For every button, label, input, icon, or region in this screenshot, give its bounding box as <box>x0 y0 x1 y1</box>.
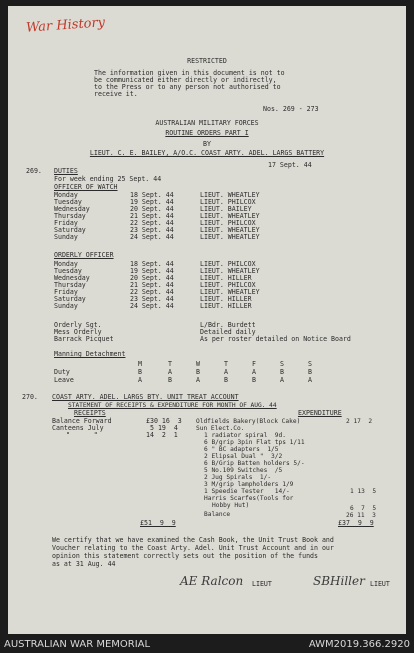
receipt-desc: Balance Forward <box>52 417 112 425</box>
footer-institution: AUSTRALIAN WAR MEMORIAL <box>4 639 151 650</box>
expense-desc: Sun Elect.Co. <box>196 425 245 432</box>
orderly-date: 24 Sept. 44 <box>130 302 174 310</box>
orderly-sgt-label: Orderly Sgt. <box>54 321 102 329</box>
manning-day: T <box>224 360 228 368</box>
watch-date: 21 Sept. 44 <box>130 212 174 220</box>
expense-desc: 6 B/grip 3pin Flat tps 1/11 <box>204 439 305 446</box>
footer-accession: AWM2019.366.2920 <box>308 639 410 650</box>
war-history-stamp: War History <box>25 15 106 36</box>
forces-heading: AUSTRALIAN MILITARY FORCES <box>155 119 259 127</box>
certify-line-2: Voucher relating to the Coast Arty. Adel. Unit Trust Account and in our <box>52 544 334 552</box>
watch-name: LIEUT. PHILCOX <box>200 219 256 227</box>
leave-value: B <box>168 376 172 384</box>
notice-line-2: be communicated either directly or indirectly, <box>94 76 277 84</box>
leave-value: A <box>308 376 312 384</box>
notice-line-3: to the Press or to any person not authorised to <box>94 83 281 91</box>
leave-value: A <box>280 376 284 384</box>
receipts-heading: RECEIPTS <box>74 409 106 417</box>
leave-label: Leave <box>54 376 74 384</box>
certify-line-3: opinion this statement correctly sets out the position of the funds <box>52 552 318 560</box>
watch-day: Saturday <box>54 226 86 234</box>
watch-name: LIEUT. WHEATLEY <box>200 212 260 220</box>
watch-name: LIEUT. BAILEY <box>200 205 252 213</box>
duty-value: A <box>224 368 228 376</box>
mess-orderly-value: Detailed daily <box>200 328 256 336</box>
orderly-name: LIEUT. WHEATLEY <box>200 288 260 296</box>
leave-value: A <box>196 376 200 384</box>
duties-heading: DUTIES <box>54 167 78 175</box>
expense-desc: 6 " BC adapters 1/5 <box>204 446 279 453</box>
archive-footer <box>0 638 414 653</box>
orderly-day: Sunday <box>54 302 78 310</box>
receipt-amount: 5 19 4 <box>150 424 178 432</box>
orderly-day: Tuesday <box>54 267 82 275</box>
expense-desc: 2 Elipsal Dual " 3/2 <box>204 453 283 460</box>
receipt-desc: " " <box>66 431 98 439</box>
by-line: BY <box>203 140 211 148</box>
watch-day: Monday <box>54 191 78 199</box>
section-number-270: 270. <box>22 393 38 401</box>
expense-amount: 26 11 3 <box>346 512 376 519</box>
orderly-date: 23 Sept. 44 <box>130 295 174 303</box>
watch-name: LIEUT. PHILCOX <box>200 198 256 206</box>
expenditure-heading: EXPENDITURE <box>298 409 342 417</box>
orderly-sgt-value: L/Bdr. Burdett <box>200 321 256 329</box>
duty-value: B <box>196 368 200 376</box>
orderly-date: 19 Sept. 44 <box>130 267 174 275</box>
expense-desc: 2 Jug Spirals 1/- <box>204 474 272 481</box>
watch-date: 24 Sept. 44 <box>130 233 174 241</box>
manning-day: S <box>280 360 284 368</box>
watch-date: 23 Sept. 44 <box>130 226 174 234</box>
watch-day: Thursday <box>54 212 86 220</box>
duty-value: B <box>308 368 312 376</box>
officer-line: LIEUT. C. E. BAILEY, A/O.C. COAST ARTY. ADEL. LARGS BATTERY <box>89 149 325 157</box>
signature-right: SBHiller <box>313 574 365 588</box>
mess-orderly-label: Mess Orderly <box>54 328 102 336</box>
expense-desc: 1 radiator spiral 9d. <box>204 432 286 439</box>
expense-desc: Balance <box>204 511 231 518</box>
watch-day: Sunday <box>54 233 78 241</box>
notice-line-1: The information given in this document is not to <box>94 69 285 77</box>
orderly-date: 18 Sept. 44 <box>130 260 174 268</box>
expenditure-total: £37 9 9 <box>338 519 374 527</box>
barrack-picquet-value: As per roster detailed on Notice Board <box>200 335 351 343</box>
manning-day: T <box>168 360 172 368</box>
orderly-day: Wednesday <box>54 274 90 282</box>
watch-date: 20 Sept. 44 <box>130 205 174 213</box>
expense-desc: 1 Speedie Tester 14/- <box>204 488 290 495</box>
expense-desc: Harris Scarfes(Tools for <box>204 495 294 502</box>
expense-desc: 6 B/Grip Batten holders 5/- <box>204 460 305 467</box>
watch-day: Wednesday <box>54 205 90 213</box>
lieut-right: LIEUT <box>370 580 390 588</box>
leave-value: A <box>138 376 142 384</box>
watch-heading: OFFICER OF WATCH <box>54 183 118 191</box>
order-date: 17 Sept. 44 <box>268 161 312 169</box>
orderly-name: LIEUT. HILLER <box>200 295 252 303</box>
restricted-heading: RESTRICTED <box>187 57 227 65</box>
orderly-name: LIEUT. WHEATLEY <box>200 267 260 275</box>
certify-line-4: as at 31 Aug. 44 <box>52 560 116 568</box>
manning-heading: Manning Detachment <box>54 350 126 358</box>
account-title: COAST ARTY. ADEL. LARGS BTY. UNIT TREAT ACCOUNT <box>52 393 239 401</box>
orderly-name: LIEUT. HILLER <box>200 274 252 282</box>
receipts-total: £51 9 9 <box>140 519 176 527</box>
orderly-date: 21 Sept. 44 <box>130 281 174 289</box>
signature-left: AE Ralcon <box>180 574 244 588</box>
account-subtitle: STATEMENT OF RECEIPTS & EXPENDITURE FOR MONTH OF AUG. 44 <box>68 402 277 409</box>
orderly-date: 22 Sept. 44 <box>130 288 174 296</box>
watch-name: LIEUT. WHEATLEY <box>200 191 260 199</box>
receipt-amount: 14 2 1 <box>146 431 178 439</box>
manning-day: W <box>196 360 200 368</box>
orders-heading: ROUTINE ORDERS PART I <box>165 129 249 137</box>
receipt-amount: £30 16 3 <box>146 417 182 425</box>
orderly-name: LIEUT. PHILCOX <box>200 260 256 268</box>
watch-date: 18 Sept. 44 <box>130 191 174 199</box>
barrack-picquet-label: Barrack Picquet <box>54 335 114 343</box>
leave-value: B <box>252 376 256 384</box>
watch-day: Tuesday <box>54 198 82 206</box>
orderly-name: LIEUT. PHILCOX <box>200 281 256 289</box>
duty-value: B <box>280 368 284 376</box>
watch-day: Friday <box>54 219 78 227</box>
orderly-name: LIEUT. HILLER <box>200 302 252 310</box>
orderly-day: Friday <box>54 288 78 296</box>
expense-desc: 5 No.109 Switches /5 <box>204 467 283 474</box>
manning-day: F <box>252 360 256 368</box>
orderly-day: Monday <box>54 260 78 268</box>
watch-name: LIEUT. WHEATLEY <box>200 226 260 234</box>
watch-date: 22 Sept. 44 <box>130 219 174 227</box>
expense-amount: 6 7 5 <box>350 505 377 512</box>
duty-value: A <box>168 368 172 376</box>
manning-day: S <box>308 360 312 368</box>
expense-desc: 3 M/grip lampholders 1/9 <box>204 481 294 488</box>
duty-value: B <box>138 368 142 376</box>
leave-value: B <box>224 376 228 384</box>
orderly-day: Saturday <box>54 295 86 303</box>
orderly-heading: ORDERLY OFFICER <box>54 251 114 259</box>
orderly-day: Thursday <box>54 281 86 289</box>
expense-amount: 2 17 2 <box>346 418 373 425</box>
manning-day: M <box>138 360 142 368</box>
duty-label: Duty <box>54 368 70 376</box>
receipt-desc: Canteens July <box>52 424 104 432</box>
certify-line-1: We certify that we have examined the Cash Book, the Unit Trust Book and <box>52 536 334 544</box>
expense-desc: Oldfields Bakery(Block Cake) <box>196 418 301 425</box>
watch-name: LIEUT. WHEATLEY <box>200 233 260 241</box>
orderly-date: 20 Sept. 44 <box>130 274 174 282</box>
week-ending: For week ending 25 Sept. 44 <box>54 175 162 183</box>
notice-line-4: receive it. <box>94 90 138 98</box>
duty-value: A <box>252 368 256 376</box>
expense-desc: Hobby Hut) <box>212 502 250 509</box>
section-number-269: 269. <box>26 167 42 175</box>
document-page <box>8 6 406 634</box>
expense-amount: 1 13 5 <box>350 488 377 495</box>
order-numbers: Nos. 269 - 273 <box>263 105 319 113</box>
watch-date: 19 Sept. 44 <box>130 198 174 206</box>
lieut-left: LIEUT <box>252 580 272 588</box>
